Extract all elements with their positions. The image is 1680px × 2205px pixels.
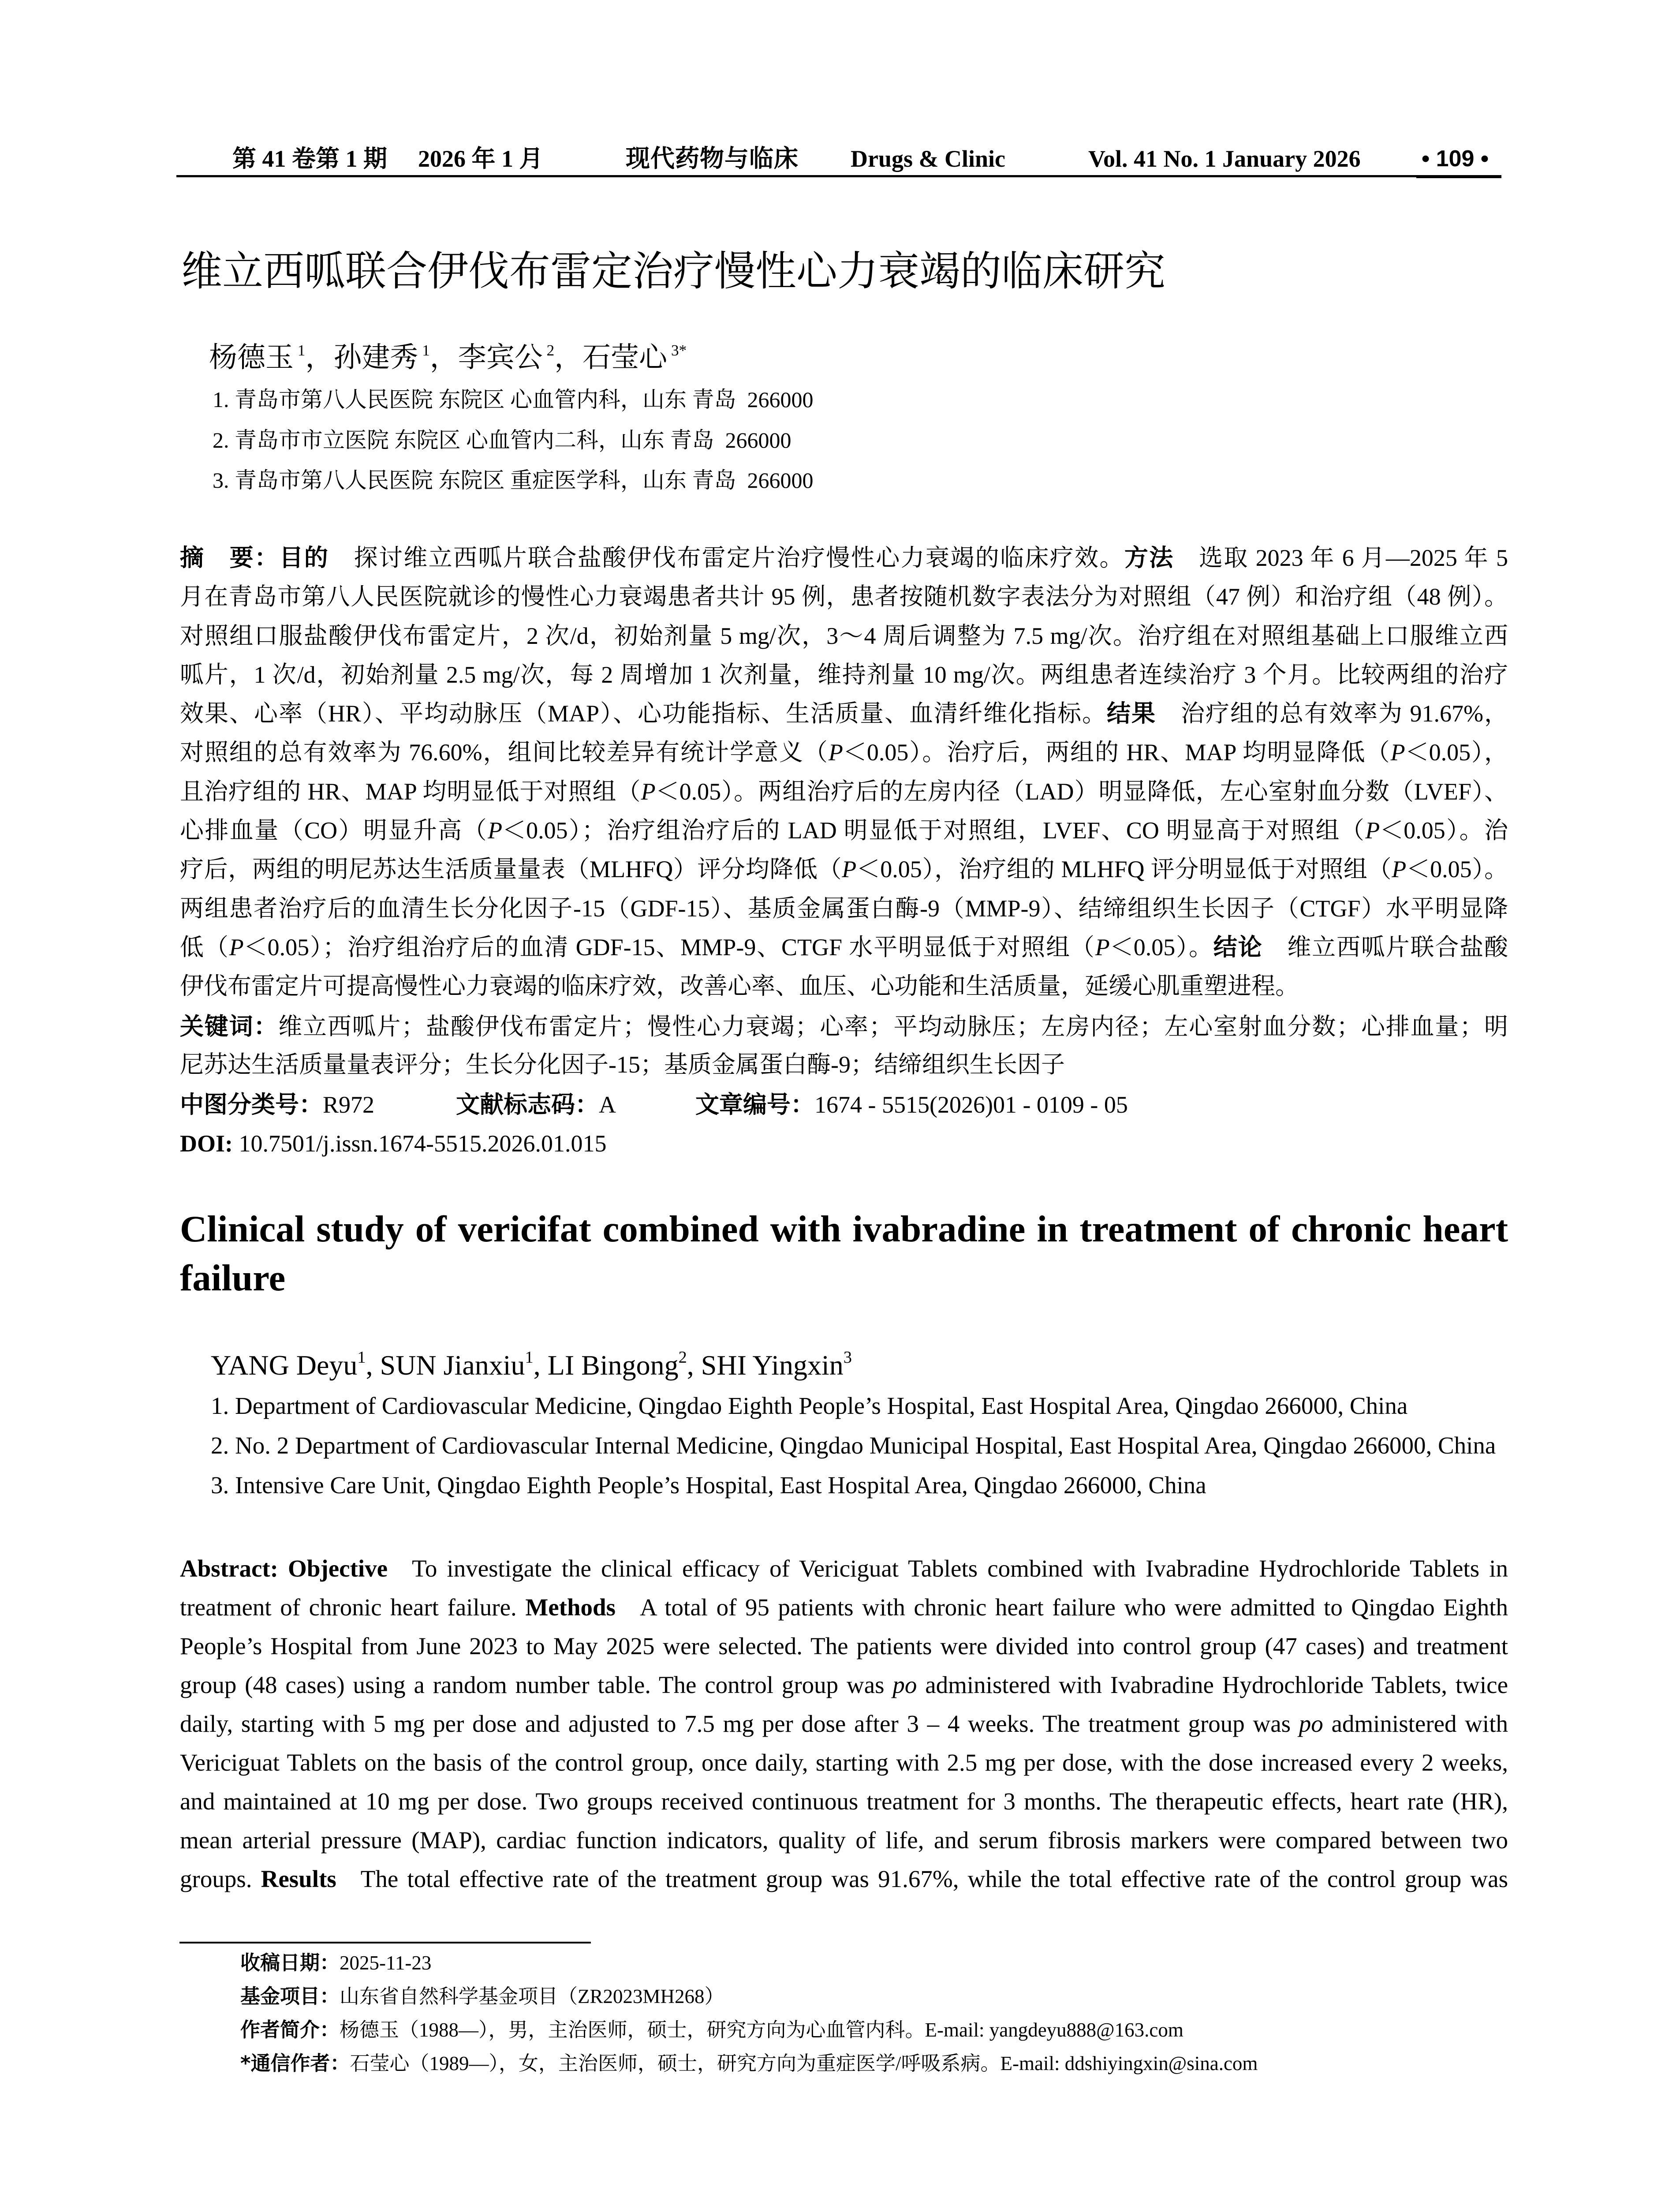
affiliation-list-en (211, 1386, 1496, 1505)
article-id-label: 文章编号： (695, 1091, 814, 1118)
affiliation-en: 1. Department of Cardiovascular Medicine, Qingdao Eighth People’s Hospital, East Hospital Area, Qingdao 266000, China (211, 1392, 1408, 1419)
footnote-funding (240, 1980, 1258, 2013)
document-code (456, 1085, 616, 1124)
header-volume-en: Vol. 41 No. 1 January 2026 (1088, 146, 1361, 172)
text-run: To investigate the clinical efficacy of Vericiguat Tablets combined with Ivabradine Hydrochloride Tablets in (388, 1555, 1508, 1582)
author-separator: ， (554, 342, 583, 373)
author-name: SHI Yingxin (701, 1349, 844, 1381)
section-label: 摘 要：目的 (180, 544, 329, 572)
text-run: treatment of chronic heart failure. (180, 1594, 526, 1621)
author-affiliation-mark: 3* (671, 341, 687, 359)
keywords-cn-line (180, 1007, 1508, 1046)
italic-term: P (842, 856, 857, 883)
section-heading: Methods (525, 1594, 616, 1621)
abstract-cn-line (180, 928, 1508, 967)
abstract-cn (180, 538, 1508, 1006)
abstract-cn-line (180, 577, 1508, 616)
section-label: 关键词： (180, 1013, 279, 1040)
document-code-label: 文献标志码： (456, 1091, 599, 1118)
abstract-cn-line (180, 811, 1508, 850)
text-run: 探讨维立西呱片联合盐酸伊伐布雷定片治疗慢性心力衰竭的临床疗效。 (329, 545, 1124, 571)
text-run: daily, starting with 5 mg per dose and adjusted to 7.5 mg per dose after 3 – 4 weeks. The treatment group was (180, 1710, 1299, 1737)
footnote-rule (179, 1942, 591, 1943)
abstract-cn-line (180, 538, 1508, 577)
abstract-en (180, 1549, 1508, 1899)
footnote-text: 2025-11-23 (340, 1952, 432, 1974)
abstract-en-line (180, 1782, 1508, 1821)
text-run: administered with (1323, 1710, 1508, 1737)
text-run: 尼苏达生活质量量表评分；生长分化因子-15；基质金属蛋白酶-9；结缔组织生长因子 (180, 1051, 1065, 1078)
footnote-label: 基金项目： (240, 1984, 340, 2008)
abstract-cn-line (180, 694, 1508, 733)
keywords-cn (180, 1007, 1508, 1084)
footnote-label: 作者简介： (240, 2018, 340, 2041)
affiliation-en: 2. No. 2 Department of Cardiovascular Internal Medicine, Qingdao Municipal Hospital, East Hospital Area, Qingdao 266000, China (211, 1432, 1496, 1459)
abstract-en-line (180, 1821, 1508, 1860)
header-date: 2026 年 1 月 (418, 146, 543, 172)
text-run: ＜0.05）。 (1406, 856, 1508, 883)
text-run: 治疗组的总有效率为 91.67%， (1156, 700, 1508, 727)
section-label: 结论 (1213, 933, 1263, 961)
page-number: • 109 • (1422, 146, 1489, 172)
author-name: 石莹心 (582, 342, 668, 373)
text-run: A total of 95 patients with chronic heart failure who were admitted to Qingdao Eighth (616, 1594, 1508, 1621)
italic-term: P (229, 934, 244, 960)
footnote-label: 收稿日期： (240, 1951, 340, 1974)
author-name: 杨德玉 (209, 342, 294, 373)
text-run: ＜0.05）。治 (1380, 817, 1508, 844)
section-label: 方法 (1124, 544, 1174, 572)
italic-term: P (1392, 856, 1407, 883)
author-separator: , (533, 1349, 548, 1381)
footnote-text: 杨德玉（1988—），男，主治医师，硕士，研究方向为心血管内科。E-mail: yangdeyu888@163.com (340, 2019, 1183, 2041)
text-run: 效果、心率（HR）、平均动脉压（MAP）、心功能指标、生活质量、血清纤维化指标。 (180, 700, 1107, 727)
author-name: YANG Deyu (211, 1349, 358, 1381)
text-run: 疗后，两组的明尼苏达生活质量量表（MLHFQ）评分均降低（ (180, 856, 842, 883)
text-run: 且治疗组的 HR、MAP 均明显低于对照组（ (180, 778, 641, 805)
affiliation-cn: 3. 青岛市第八人民医院 东院区 重症医学科，山东 青岛 266000 (213, 468, 814, 493)
text-run: ＜0.05）。 (1109, 934, 1213, 960)
text-run: 对照组的总有效率为 76.60%，组间比较差异有统计学意义（ (180, 739, 829, 766)
header-volume-issue: 第 41 卷第 1 期 (232, 146, 387, 172)
text-run: 低（ (180, 934, 229, 960)
text-run: Vericiguat Tablets on the basis of the control group, once daily, starting with 2.5 mg per dose, with the dose increased every 2 weeks, (180, 1749, 1508, 1776)
author-affiliation-mark: 1 (525, 1348, 534, 1367)
text-run: 呱片，1 次/d，初始剂量 2.5 mg/次，每 2 周增加 1 次剂量，维持剂量 10 mg/次。两组患者连续治疗 3 个月。比较两组的治疗 (180, 661, 1508, 688)
author-affiliation-mark: 1 (422, 341, 430, 359)
doi-line (180, 1125, 607, 1163)
author-separator: , (366, 1349, 380, 1381)
section-heading: Abstract: Objective (180, 1555, 388, 1582)
text-run: 选取 2023 年 6 月—2025 年 5 (1174, 545, 1508, 571)
keywords-cn-line (180, 1046, 1508, 1084)
classification-row (180, 1085, 1194, 1124)
text-run: 月在青岛市第八人民医院就诊的慢性心力衰竭患者共计 95 例，患者按随机数字表法分为对照组（47 例）和治疗组（48 例）。 (180, 583, 1508, 610)
footnotes (240, 1946, 1258, 2080)
italic-term: P (1365, 817, 1380, 844)
section-label: 结果 (1107, 699, 1157, 728)
author-list-en (211, 1348, 852, 1383)
text-run: The total effective rate of the treatment group was 91.67%, while the total effective rate of the control group was (336, 1865, 1508, 1892)
italic-term: po (892, 1671, 917, 1698)
abstract-en-line (180, 1549, 1508, 1588)
abstract-en-line (180, 1627, 1508, 1666)
author-name: SUN Jianxiu (380, 1349, 525, 1381)
italic-term: P (1390, 739, 1405, 766)
header-rule-end (1416, 176, 1501, 178)
doi-label: DOI: (180, 1130, 233, 1157)
document-code-value: A (599, 1091, 616, 1118)
text-run: 心排血量（CO）明显升高（ (180, 817, 488, 844)
author-separator: , (687, 1349, 701, 1381)
article-title-en: Clinical study of vericifat combined with ivabradine in treatment of chronic heart failure (180, 1208, 1508, 1299)
affiliation-list-cn (213, 380, 814, 501)
footnote-label: *通信作者： (240, 2052, 350, 2075)
article-id (695, 1085, 1128, 1124)
abstract-en-line (180, 1588, 1508, 1627)
clc-number-label: 中图分类号： (180, 1091, 323, 1118)
author-affiliation-mark: 3 (843, 1348, 852, 1367)
affiliation-cn: 1. 青岛市第八人民医院 东院区 心血管内科，山东 青岛 266000 (213, 387, 814, 412)
abstract-cn-line (180, 850, 1508, 889)
text-run: People’s Hospital from June 2023 to May 2025 were selected. The patients were divided into control group (47 cases) and treatment (180, 1633, 1508, 1659)
abstract-en-line (180, 1860, 1508, 1899)
italic-term: P (488, 817, 503, 844)
header-journal-name-cn: 现代药物与临床 (626, 145, 799, 172)
header-journal-name-en: Drugs & Clinic (851, 146, 1005, 172)
text-run: groups. (180, 1865, 261, 1892)
text-run: ＜0.05）。治疗后，两组的 HR、MAP 均明显降低（ (843, 739, 1391, 766)
author-name: 李宾公 (458, 342, 543, 373)
author-affiliation-mark: 1 (357, 1348, 366, 1367)
article-title-cn: 维立西呱联合伊伐布雷定治疗慢性心力衰竭的临床研究 (181, 247, 1165, 295)
text-run: 伊伐布雷定片可提高慢性心力衰竭的临床疗效，改善心率、血压、心功能和生活质量，延缓心肌重塑进程。 (180, 973, 1299, 1000)
text-run: ＜0.05）， (1405, 739, 1508, 766)
text-run: ＜0.05）；治疗组治疗后的血清 GDF-15、MMP-9、CTGF 水平明显低于对照组（ (243, 934, 1095, 960)
abstract-cn-line (180, 733, 1508, 772)
text-run: 对照组口服盐酸伊伐布雷定片，2 次/d，初始剂量 5 mg/次，3～4 周后调整为 7.5 mg/次。治疗组在对照组基础上口服维立西 (180, 622, 1508, 649)
affiliation-cn: 2. 青岛市市立医院 东院区 心血管内二科，山东 青岛 266000 (213, 427, 791, 452)
text-run: ＜0.05）；治疗组治疗后的 LAD 明显低于对照组，LVEF、CO 明显高于对照组（ (502, 817, 1366, 844)
author-affiliation-mark: 2 (546, 341, 555, 359)
author-affiliation-mark: 2 (678, 1348, 687, 1367)
abstract-en-line (180, 1743, 1508, 1782)
footnote-text: 石莹心（1989—），女，主治医师，硕士，研究方向为重症医学/呼吸系病。E-mail: ddshiyingxin@sina.com (350, 2052, 1258, 2074)
italic-term: P (1095, 934, 1110, 960)
text-run: 维立西呱片；盐酸伊伐布雷定片；慢性心力衰竭；心率；平均动脉压；左房内径；左心室射血分数；心排血量；明 (278, 1013, 1508, 1040)
text-run: mean arterial pressure (MAP), cardiac function indicators, quality of life, and serum fibrosis markers were compared between two (180, 1827, 1508, 1854)
text-run: 两组患者治疗后的血清生长分化因子-15（GDF-15）、基质金属蛋白酶-9（MMP-9）、结缔组织生长因子（CTGF）水平明显降 (180, 895, 1508, 922)
clc-number-value: R972 (323, 1091, 375, 1118)
author-affiliation-mark: 1 (297, 341, 306, 359)
abstract-cn-line (180, 655, 1508, 694)
abstract-cn-line (180, 967, 1508, 1005)
text-run: ＜0.05），治疗组的 MLHFQ 评分明显低于对照组（ (856, 856, 1392, 883)
article-id-value: 1674 - 5515(2026)01 - 0109 - 05 (814, 1091, 1128, 1118)
abstract-cn-line (180, 617, 1508, 655)
text-run: ＜0.05）。两组治疗后的左房内径（LAD）明显降低，左心室射血分数（LVEF）、 (655, 778, 1508, 805)
text-run: group (48 cases) using a random number table. The control group was (180, 1671, 893, 1698)
author-separator: ， (429, 342, 458, 373)
text-run: 维立西呱片联合盐酸 (1262, 934, 1508, 960)
text-run: and maintained at 10 mg per dose. Two groups received continuous treatment for 3 months. The therapeutic effects, heart rate (HR), (180, 1788, 1508, 1815)
clc-number (180, 1085, 374, 1124)
footnote-author-bio (240, 2013, 1258, 2047)
abstract-en-line (180, 1666, 1508, 1704)
footnote-text: 山东省自然科学基金项目（ZR2023MH268） (340, 1985, 724, 2007)
header-rule (176, 175, 1501, 177)
author-name: 孙建秀 (333, 342, 418, 373)
text-run: administered with Ivabradine Hydrochloride Tablets, twice (917, 1671, 1508, 1698)
footnote-received-date (240, 1946, 1258, 1980)
abstract-cn-line (180, 772, 1508, 811)
section-heading: Results (261, 1865, 336, 1892)
affiliation-en: 3. Intensive Care Unit, Qingdao Eighth People’s Hospital, East Hospital Area, Qingdao 266000, China (211, 1472, 1206, 1499)
italic-term: po (1299, 1710, 1323, 1737)
italic-term: P (828, 739, 843, 766)
footnote-corresponding-author (240, 2047, 1258, 2080)
doi-value: 10.7501/j.issn.1674-5515.2026.01.015 (239, 1130, 607, 1157)
author-separator: ， (305, 342, 334, 373)
abstract-en-line (180, 1704, 1508, 1743)
italic-term: P (641, 778, 656, 805)
author-list-cn (209, 338, 687, 377)
author-name: LI Bingong (547, 1349, 679, 1381)
abstract-cn-line (180, 889, 1508, 928)
